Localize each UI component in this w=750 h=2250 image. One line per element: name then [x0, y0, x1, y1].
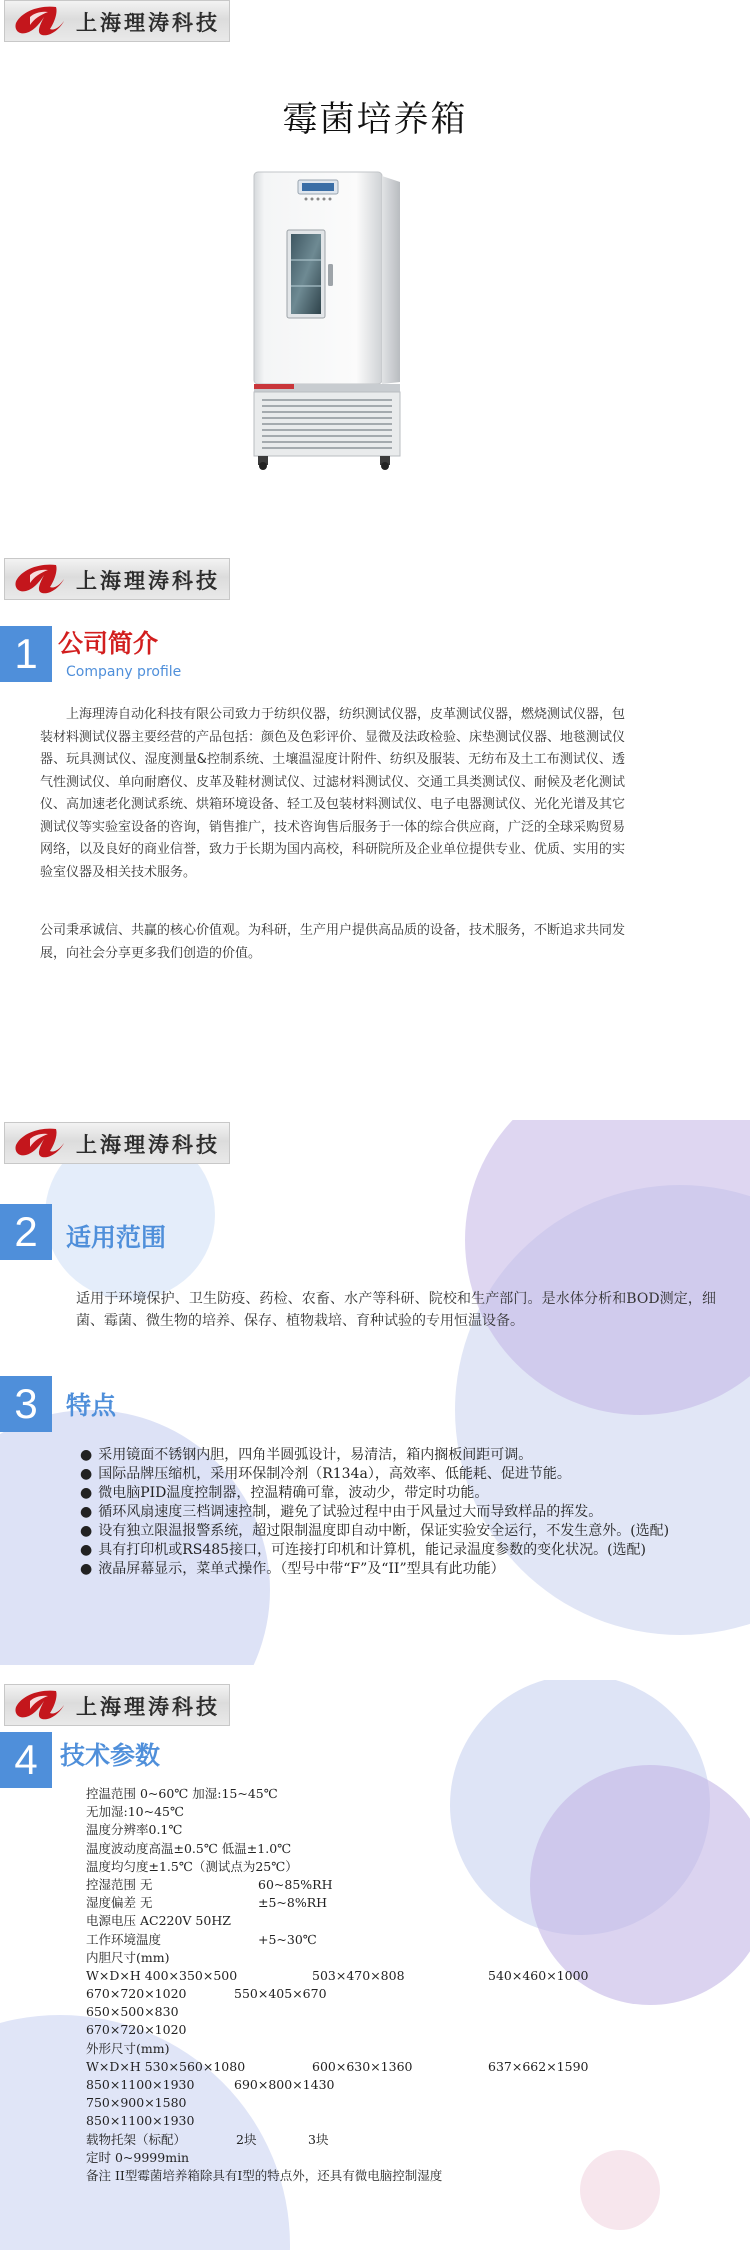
section-number: 3 [0, 1376, 52, 1432]
list-item: ● 具有打印机或RS485接口，可连接打印机和计算机，能记录温度参数的变化状况。(选配) [80, 1542, 646, 1558]
section-number: 4 [0, 1732, 52, 1788]
features-list [80, 1446, 710, 1579]
param-row: 外形尺寸(mm) [86, 2040, 170, 2056]
param-row: 850×1100×1930 690×800×1430 [86, 2077, 335, 2092]
company-values: 公司秉承诚信、共赢的核心价值观。为科研，生产用户提供高品质的设备，技术服务，不断追求共同发展，向社会分享更多我们创造的价值。 [40, 923, 626, 961]
param-row: 工作环境温度 +5~30℃ [86, 1931, 317, 1947]
scope-text: 适用于环境保护、卫生防疫、药检、农畜、水产等科研、院校和生产部门。是水体分析和BOD测定，细菌、霉菌、微生物的培养、保存、植物栽培、育种试验的专用恒温设备。 [76, 1291, 716, 1329]
param-row: 控湿范围 无 60~85%RH [86, 1876, 333, 1892]
logo-text: 上海理涛科技 [76, 1132, 220, 1157]
section-title: 适用范围 [66, 1223, 167, 1252]
param-row: 控温范围 0~60℃ 加湿:15~45℃ [86, 1786, 278, 1801]
company-description: 上海理涛自动化科技有限公司致力于纺织仪器，纺织测试仪器，皮革测试仪器，燃烧测试仪器，包装材料测试仪器主要经营的产品包括：颜色及色彩评价、显微及法政检验、床垫测试仪器、地毯测试仪器、玩具测试仪、湿度测量&控制系统、土壤温湿度计附件、纺织及服装、无纺布及土工布测试仪、透气性测试仪、单向耐磨仪、皮革及鞋材测试仪、过滤材料测试仪、交通工具类测试仪、耐候及老化测试仪、高加速老化测试系统、烘箱环境设备、轻工及包装材料测试仪、电子电器测试仪、光化光谱及其它测试仪等实验室设备的咨询，销售推广，技术咨询售后服务于一体的综合供应商，广泛的全球采购贸易网络，以及良好的商业信誉，致力于长期为国内高校，科研院所及企业单位提供专业、优质、实用的实验室仪器及相关技术服务。 [40, 707, 626, 880]
param-row: 650×500×830 [86, 2004, 179, 2020]
param-row: 850×1100×1930 [86, 2113, 195, 2129]
company-logo [4, 0, 230, 42]
logo-mark-icon [10, 1687, 70, 1723]
list-item: ● 微电脑PID温度控制器，控温精确可靠，波动少，带定时功能。 [80, 1485, 489, 1501]
param-row: 温度波动度高温±0.5℃ 低温±1.0℃ [86, 1840, 292, 1856]
company-logo [4, 1684, 230, 1726]
company-logo [4, 558, 230, 600]
list-item: ● 循环风扇速度三档调速控制，避免了试验过程中由于风量过大而导致样品的挥发。 [80, 1504, 603, 1520]
param-row: 750×900×1580 [86, 2095, 187, 2111]
list-item: ● 液晶屏幕显示，菜单式操作。（型号中带“F”及“II”型具有此功能） [80, 1561, 505, 1577]
section-title: 公司简介 [58, 629, 159, 658]
tech-params-list [86, 1785, 696, 2185]
param-row: 无加湿:10~45℃ [86, 1804, 184, 1820]
param-row: 670×720×1020 550×405×670 [86, 1986, 327, 2002]
section-subtitle: Company profile [66, 664, 182, 680]
list-item: ● 设有独立限温报警系统，超过限制温度即自动中断，保证实验安全运行，不发生意外。(选配) [80, 1523, 670, 1539]
param-row: 温度均匀度±1.5℃（测试点为25℃） [86, 1858, 298, 1874]
product-title: 霉菌培养箱 [282, 100, 468, 140]
company-logo [4, 1122, 230, 1164]
logo-text: 上海理涛科技 [76, 1694, 220, 1719]
param-row: W×D×H 400×350×500 503×470×808 540×460×1000 [86, 1967, 589, 1983]
param-row: 670×720×1020 [86, 2022, 187, 2038]
incubator-product-image [248, 168, 412, 470]
param-row: 内胆尺寸(mm) [86, 1949, 170, 1965]
param-row: 备注 II型霉菌培养箱除具有I型的特点外，还具有微电脑控制湿度 [86, 2167, 443, 2183]
param-row: W×D×H 530×560×1080 600×630×1360 637×662×1590 [86, 2058, 589, 2074]
section-number: 1 [0, 626, 52, 682]
logo-text: 上海理涛科技 [76, 10, 220, 35]
logo-text: 上海理涛科技 [76, 568, 220, 593]
logo-mark-icon [10, 3, 70, 39]
list-item: ● 采用镜面不锈钢内胆，四角半圆弧设计，易清洁，箱内搁板间距可调。 [80, 1447, 533, 1463]
param-row: 定时 0~9999min [86, 2149, 190, 2165]
section-title: 技术参数 [60, 1741, 161, 1770]
logo-mark-icon [10, 1125, 70, 1161]
section-number: 2 [0, 1204, 52, 1260]
product-section [0, 0, 750, 555]
param-row: 湿度偏差 无 ±5~8%RH [86, 1895, 328, 1911]
param-row: 电源电压 AC220V 50HZ [86, 1913, 231, 1929]
logo-mark-icon [10, 561, 70, 597]
section-title: 特点 [66, 1391, 117, 1420]
list-item: ● 国际品牌压缩机，采用环保制冷剂（R134a），高效率、低能耗、促进节能。 [80, 1466, 571, 1482]
param-row: 温度分辨率0.1℃ [86, 1822, 183, 1838]
param-row: 载物托架（标配） 2块 3块 [86, 2131, 329, 2147]
